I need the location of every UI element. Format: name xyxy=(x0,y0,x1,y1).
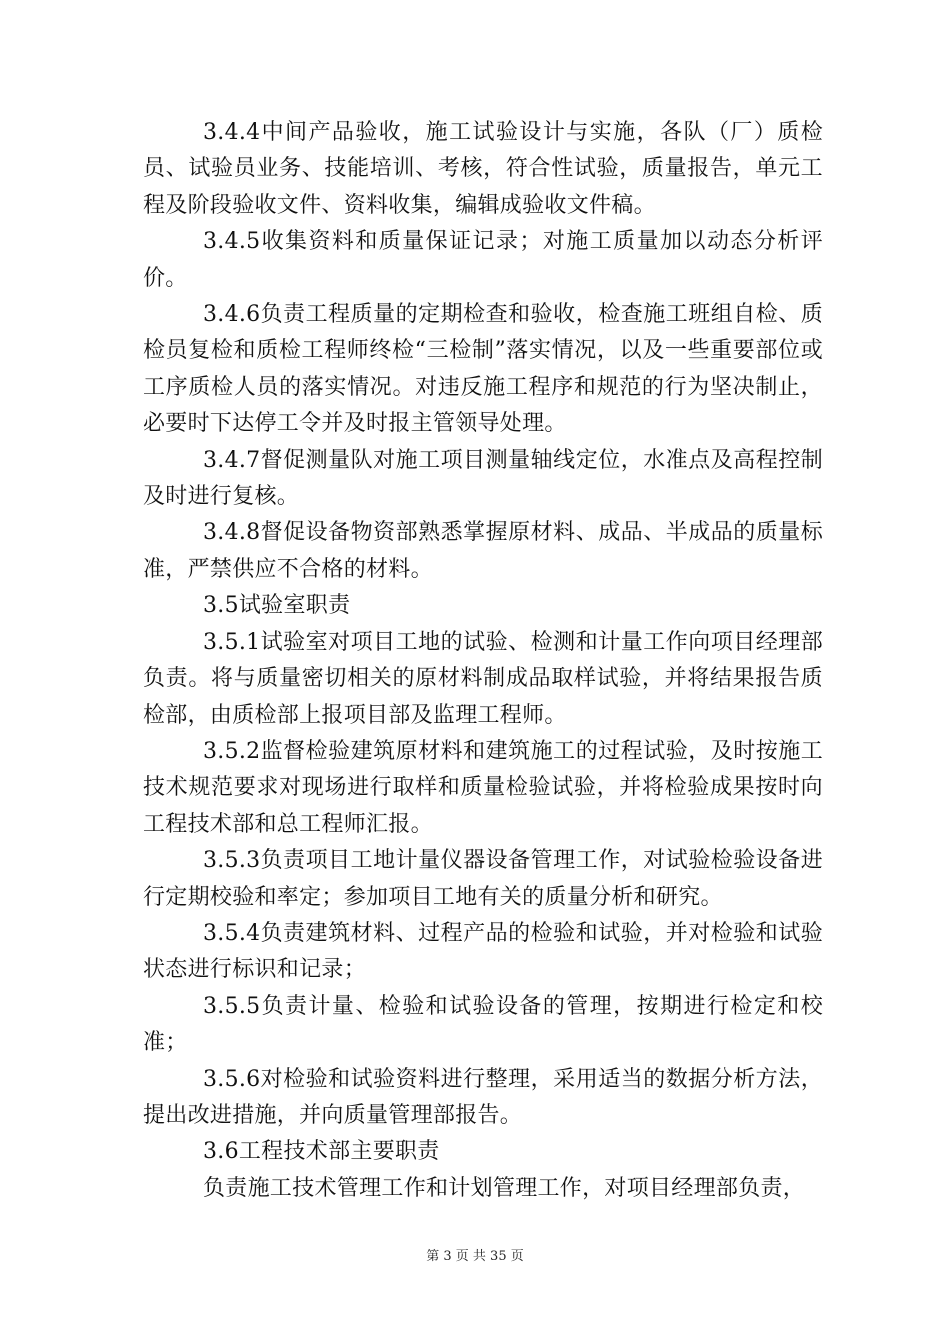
paragraph-3-5-1: 3.5.1试验室对项目工地的试验、检测和计量工作向项目经理部负责。将与质量密切相关的原材料制成品取样试验，并将结果报告质检部，由质检部上报项目部及监理工程师。 xyxy=(143,629,823,728)
paragraph-3-5-3: 3.5.3负责项目工地计量仪器设备管理工作，对试验检验设备进行定期校验和率定；参加项目工地有关的质量分析和研究。 xyxy=(143,848,823,910)
paragraph-3-4-6: 3.4.6负责工程质量的定期检查和验收，检查施工班组自检、质检员复检和质检工程师终检“三检制”落实情况，以及一些重要部位或工序质检人员的落实情况。对违反施工程序和规范的行为坚决制止，必要时下达停工令并及时报主管领导处理。 xyxy=(143,302,823,437)
paragraph-3-4-4: 3.4.4中间产品验收，施工试验设计与实施，各队（厂）质检员、试验员业务、技能培训、考核，符合性试验，质量报告，单元工程及阶段验收文件、资料收集，编辑成验收文件稿。 xyxy=(143,120,823,218)
paragraph-3-4-7: 3.4.7督促测量队对施工项目测量轴线定位，水准点及高程控制及时进行复核。 xyxy=(143,447,823,510)
paragraph-3-5-6: 3.5.6对检验和试验资料进行整理，采用适当的数据分析方法，提出改进措施，并向质量管理部报告。 xyxy=(143,1066,823,1128)
paragraph-3-6-intro: 负责施工技术管理工作和计划管理工作，对项目经理部负责， xyxy=(203,1175,806,1201)
paragraph-3-5-5: 3.5.5负责计量、检验和试验设备的管理，按期进行检定和校准； xyxy=(143,993,823,1056)
paragraph-3-5-2: 3.5.2监督检验建筑原材料和建筑施工的过程试验，及时按施工技术规范要求对现场进行取样和质量检验试验，并将检验成果按时向工程技术部和总工程师汇报。 xyxy=(143,738,823,837)
paragraph-3-5-4: 3.5.4负责建筑材料、过程产品的检验和试验，并对检验和试验状态进行标识和记录； xyxy=(143,920,823,983)
page-number-footer: 第 3 页 共 35 页 xyxy=(426,1249,524,1264)
body-text xyxy=(143,115,823,1207)
paragraph-3-4-8: 3.4.8督促设备物资部熟悉掌握原材料、成品、半成品的质量标准，严禁供应不合格的材料。 xyxy=(143,520,823,582)
section-heading-3-6: 3.6工程技术部主要职责 xyxy=(203,1139,440,1165)
paragraph-3-4-5: 3.4.5收集资料和质量保证记录；对施工质量加以动态分析评价。 xyxy=(143,229,823,291)
section-heading-3-5: 3.5试验室职责 xyxy=(203,593,351,619)
